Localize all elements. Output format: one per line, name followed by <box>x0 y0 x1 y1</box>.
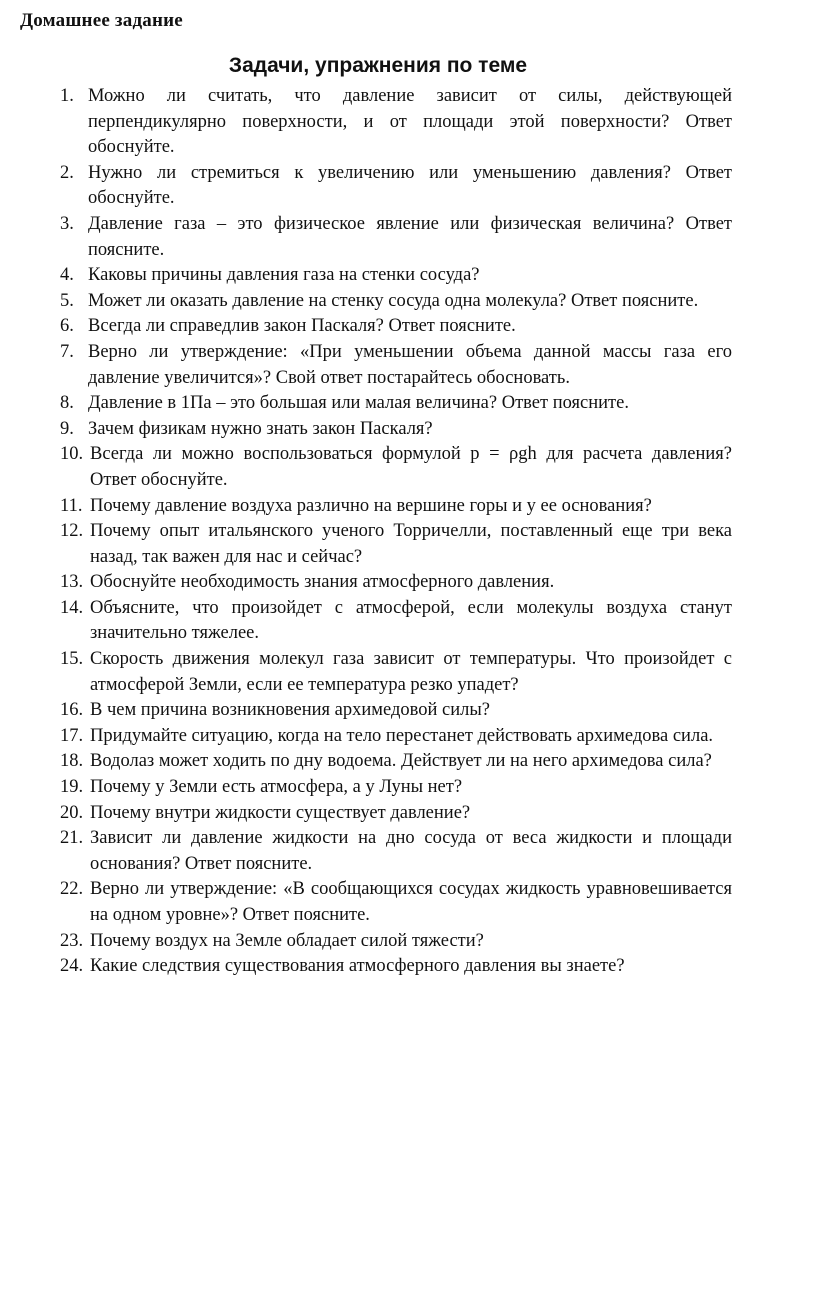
task-text: Может ли оказать давление на стенку сосуда одна молекула? Ответ поясните. <box>88 290 699 311</box>
task-text: Скорость движения молекул газа зависит от температуры. Что произойдет с атмосферой Земли, если ее температура резко упадет? <box>90 649 732 695</box>
task-text: Водолаз может ходить по дну водоема. Действует ли на него архимедова сила? <box>90 751 712 772</box>
task-item <box>60 84 732 161</box>
task-text: Обоснуйте необходимость знания атмосферного давления. <box>90 572 555 593</box>
task-number: 9. <box>60 418 74 439</box>
task-text: Какие следствия существования атмосферного давления вы знаете? <box>90 956 625 977</box>
task-number: 20. <box>60 802 84 823</box>
task-item <box>60 801 732 827</box>
task-text: Верно ли утверждение: «В сообщающихся сосудах жидкость уравновешивается на одном уровне»? Ответ поясните. <box>90 879 732 925</box>
task-number: 8. <box>60 393 74 414</box>
task-number: 14. <box>60 597 84 618</box>
task-number: 1. <box>60 86 74 106</box>
task-number: 11. <box>60 495 83 516</box>
task-number: 16. <box>60 700 84 721</box>
task-text: Почему давление воздуха различно на вершине горы и у ее основания? <box>90 495 652 516</box>
task-item <box>60 263 732 289</box>
task-item <box>60 775 732 801</box>
task-text: Всегда ли можно воспользоваться формулой p = ρgh для расчета давления? Ответ обоснуйте. <box>90 444 732 490</box>
task-list <box>60 84 732 980</box>
task-number: 4. <box>60 265 74 286</box>
task-number: 23. <box>60 930 84 951</box>
task-item <box>60 954 732 980</box>
homework-heading: Домашнее задание <box>20 10 183 31</box>
task-text: Объясните, что произойдет с атмосферой, если молекулы воздуха станут значительно тяжелее. <box>90 597 732 644</box>
task-number: 17. <box>60 725 84 746</box>
task-text: Зачем физикам нужно знать закон Паскаля? <box>88 418 433 439</box>
task-text: Почему внутри жидкости существует давление? <box>90 802 471 823</box>
task-text: В чем причина возникновения архимедовой силы? <box>90 700 490 721</box>
task-text: Почему воздух на Земле обладает силой тяжести? <box>90 930 484 951</box>
task-number: 13. <box>60 572 84 593</box>
task-number: 3. <box>60 213 74 234</box>
task-number: 5. <box>60 290 74 311</box>
task-item <box>60 647 732 698</box>
task-item <box>60 161 732 212</box>
task-number: 2. <box>60 162 74 183</box>
task-number: 21. <box>60 828 84 849</box>
task-item <box>60 417 732 443</box>
task-number: 10. <box>60 444 84 465</box>
task-item <box>60 519 732 570</box>
task-number: 12. <box>60 521 84 542</box>
task-item <box>60 724 732 750</box>
task-number: 18. <box>60 751 84 772</box>
task-item <box>60 442 732 493</box>
task-item <box>60 596 732 647</box>
task-item <box>60 391 732 417</box>
task-text: Всегда ли справедлив закон Паскаля? Ответ поясните. <box>88 316 516 337</box>
task-item <box>60 314 732 340</box>
task-number: 7. <box>60 341 74 362</box>
task-number: 19. <box>60 777 84 798</box>
task-number: 15. <box>60 649 84 670</box>
task-item <box>60 212 732 263</box>
task-item <box>60 698 732 724</box>
task-text: Каковы причины давления газа на стенки сосуда? <box>88 265 480 286</box>
task-text: Почему опыт итальянского ученого Торричелли, поставленный еще три века назад, так важен для нас и сейчас? <box>90 521 732 567</box>
task-text: Нужно ли стремиться к увеличению или уменьшению давления? Ответ обоснуйте. <box>88 162 732 209</box>
task-text: Верно ли утверждение: «При уменьшении объема данной массы газа его давление увеличится»? Свой ответ постарайтесь обосновать. <box>88 341 732 388</box>
task-text: Придумайте ситуацию, когда на тело перестанет действовать архимедова сила. <box>90 725 714 746</box>
task-number: 6. <box>60 316 74 337</box>
task-item <box>60 340 732 391</box>
task-number: 24. <box>60 956 84 977</box>
task-item <box>60 570 732 596</box>
task-item <box>60 494 732 520</box>
task-text: Зависит ли давление жидкости на дно сосуда от веса жидкости и площади основания? Ответ поясните. <box>90 828 732 874</box>
task-item <box>60 289 732 315</box>
task-item <box>60 877 732 928</box>
task-text: Давление в 1Па – это большая или малая величина? Ответ поясните. <box>88 393 629 414</box>
task-text: Давление газа – это физическое явление или физическая величина? Ответ поясните. <box>88 213 732 260</box>
section-title: Задачи, упражнения по теме <box>228 54 528 77</box>
task-text: Почему у Земли есть атмосфера, а у Луны нет? <box>90 777 463 798</box>
task-item <box>60 826 732 877</box>
task-text: Можно ли считать, что давление зависит от силы, действующей перпендикулярно поверхности, и от площади этой поверхности? Ответ обоснуйте. <box>88 86 732 158</box>
task-item <box>60 749 732 775</box>
task-item <box>60 929 732 955</box>
task-number: 22. <box>60 879 84 900</box>
